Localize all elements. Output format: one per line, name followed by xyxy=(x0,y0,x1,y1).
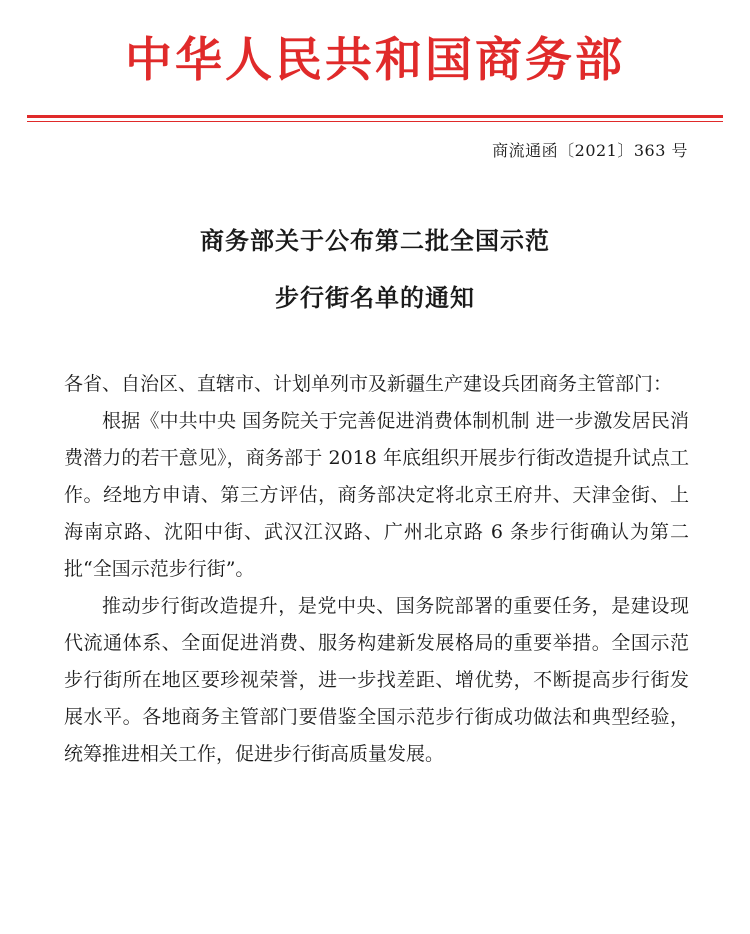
issuing-agency-header: 中华人民共和国商务部 xyxy=(125,33,625,88)
salutation: 各省、自治区、直辖市、计划单列市及新疆生产建设兵团商务主管部门： xyxy=(64,373,673,395)
document-title-line-1: 商务部关于公布第二批全国示范 xyxy=(200,227,550,255)
red-divider-thick xyxy=(27,115,723,118)
red-divider-thin xyxy=(27,121,723,122)
document-title-line-2: 步行街名单的通知 xyxy=(275,284,475,312)
body-paragraph-2: 推动步行街改造提升，是党中央、国务院部署的重要任务，是建设现代流通体系、全面促进消费、服务构建新发展格局的重要举措。全国示范步行街所在地区要珍视荣誉，进一步找差距、增优势，不断提高步行街发展水平。各地商务主管部门要借鉴全国示范步行街成功做法和典型经验，统筹推进相关工作，促进步行街高质量发展。 xyxy=(64,595,689,765)
body-paragraph-1: 根据《中共中央 国务院关于完善促进消费体制机制 进一步激发居民消费潜力的若干意见》，商务部于 2018 年底组织开展步行街改造提升试点工作。经地方申请、第三方评估，商务部决定将北京王府井、天津金街、上海南京路、沈阳中街、武汉江汉路、广州北京路 6 条步行街确认为第二批“全国示范步行街”。 xyxy=(64,410,689,580)
document-body xyxy=(64,366,689,773)
document-number: 商流通函〔2021〕363 号 xyxy=(492,141,688,160)
